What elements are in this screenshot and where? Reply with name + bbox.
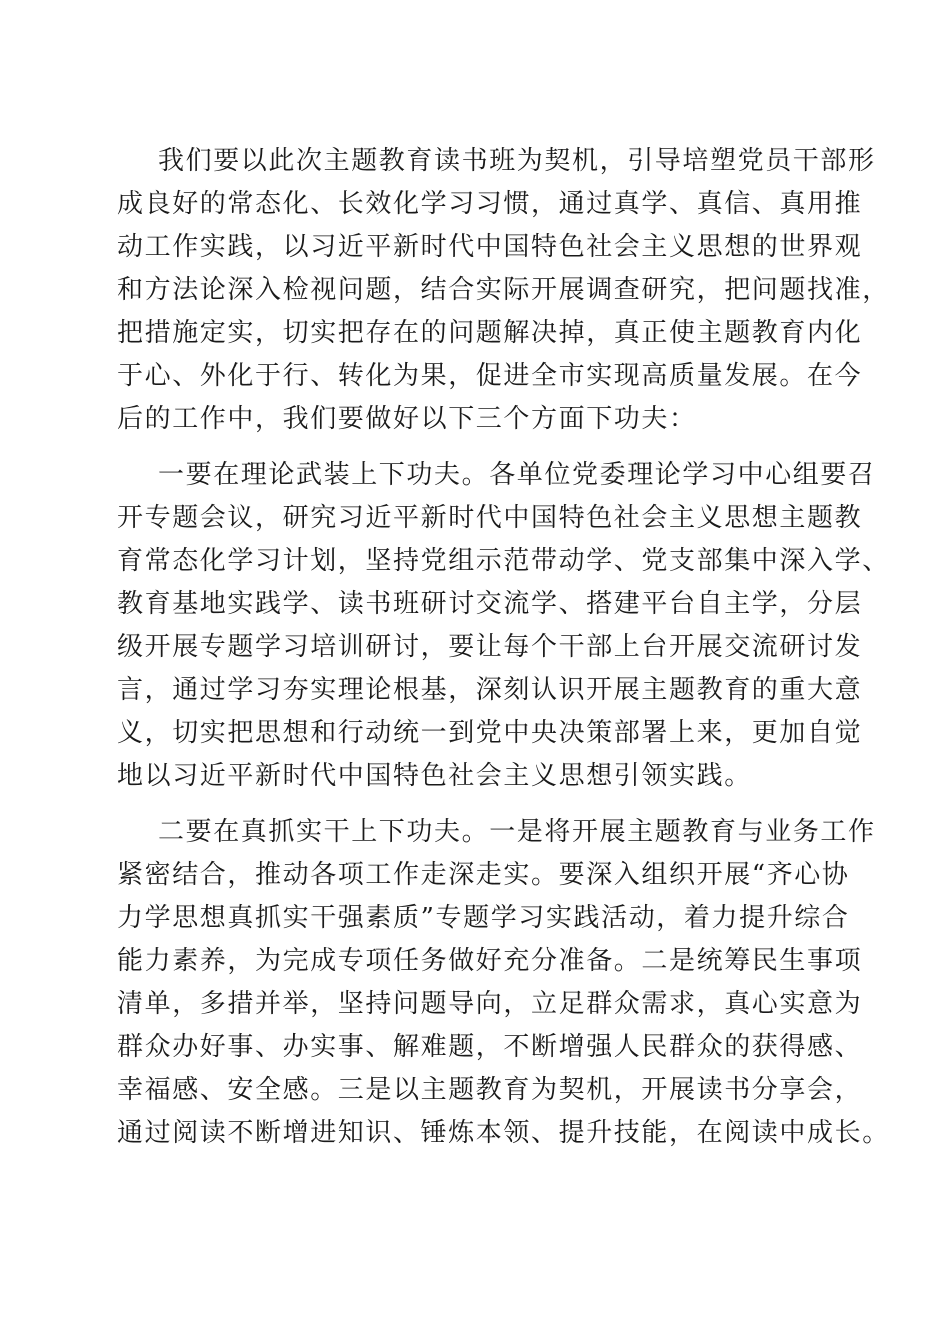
paragraph-1-line-3: 动工作实践，以习近平新时代中国特色社会主义思想的世界观 bbox=[117, 232, 863, 262]
paragraph-2-line-5: 级开展专题学习培训研讨，要让每个干部上台开展交流研讨发 bbox=[117, 632, 863, 662]
paragraph-2-line-7: 义，切实把思想和行动统一到党中央决策部署上来，更加自觉 bbox=[117, 718, 863, 748]
paragraph-1-line-5: 把措施定实，切实把存在的问题解决掉，真正使主题教育内化 bbox=[117, 318, 863, 348]
paragraph-1-line-7: 后的工作中，我们要做好以下三个方面下功夫： bbox=[117, 404, 697, 434]
paragraph-2-line-8: 地以习近平新时代中国特色社会主义思想引领实践。 bbox=[117, 761, 752, 791]
paragraph-2-line-6: 言，通过学习夯实理论根基，深刻认识开展主题教育的重大意 bbox=[117, 675, 863, 705]
paragraph-2-line-3: 育常态化学习计划，坚持党组示范带动学、党支部集中深入学、 bbox=[117, 546, 890, 576]
paragraph-1-line-4: 和方法论深入检视问题，结合实际开展调查研究，把问题找准， bbox=[117, 275, 890, 305]
paragraph-2-line-1: 一要在理论武装上下功夫。各单位党委理论学习中心组要召 bbox=[158, 460, 876, 490]
paragraph-1-line-1: 我们要以此次主题教育读书班为契机，引导培塑党员干部形 bbox=[158, 146, 876, 176]
paragraph-3-line-7: 幸福感、安全感。三是以主题教育为契机，开展读书分享会， bbox=[117, 1075, 863, 1105]
paragraph-3-line-5: 清单，多措并举，坚持问题导向，立足群众需求，真心实意为 bbox=[117, 989, 863, 1019]
paragraph-2-line-4: 教育基地实践学、读书班研讨交流学、搭建平台自主学，分层 bbox=[117, 589, 863, 619]
paragraph-1-line-2: 成良好的常态化、长效化学习习惯，通过真学、真信、真用推 bbox=[117, 189, 863, 219]
paragraph-3-line-1: 二要在真抓实干上下功夫。一是将开展主题教育与业务工作 bbox=[158, 817, 876, 847]
paragraph-2-line-2: 开专题会议，研究习近平新时代中国特色社会主义思想主题教 bbox=[117, 503, 863, 533]
paragraph-3-line-6: 群众办好事、办实事、解难题，不断增强人民群众的获得感、 bbox=[117, 1032, 863, 1062]
paragraph-3-line-8: 通过阅读不断增进知识、锤炼本领、提升技能，在阅读中成长。 bbox=[117, 1118, 890, 1148]
paragraph-3-line-3: 力学思想真抓实干强素质”专题学习实践活动，着力提升综合 bbox=[117, 903, 850, 933]
paragraph-1-line-6: 于心、外化于行、转化为果，促进全市实现高质量发展。在今 bbox=[117, 361, 863, 391]
paragraph-3-line-4: 能力素养，为完成专项任务做好充分准备。二是统筹民生事项 bbox=[117, 946, 863, 976]
paragraph-3-line-2: 紧密结合，推动各项工作走深走实。要深入组织开展“齐心协 bbox=[117, 860, 850, 890]
